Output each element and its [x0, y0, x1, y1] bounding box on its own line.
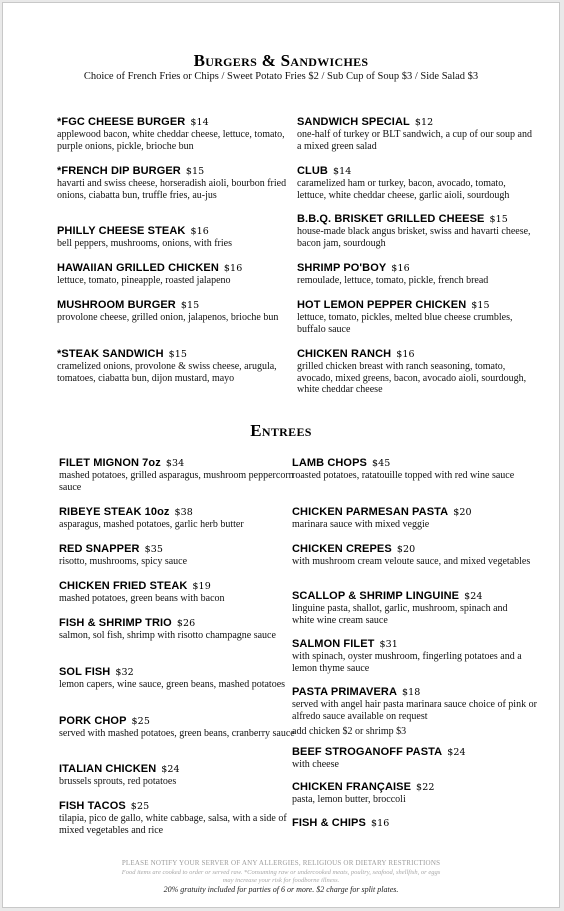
item-name: FISH & CHIPS $16	[292, 817, 390, 829]
item-description: mashed potatoes, green beans with bacon	[59, 593, 225, 604]
item-price: $35	[144, 544, 163, 555]
item-name: CHICKEN FRANÇAISE $22	[292, 781, 435, 793]
item-name: SALMON FILET $31	[292, 638, 398, 650]
item-description: applewood bacon, white cheddar cheese, lettuce, tomato, purple onions, pickle, brioche bun	[57, 129, 285, 152]
item-name: SANDWICH SPECIAL $12	[297, 116, 434, 128]
menu-item	[57, 262, 297, 287]
allergy-notice: PLEASE NOTIFY YOUR SERVER OF ANY ALLERGIES, RELIGIOUS OR DIETARY RESTRICTIONS	[121, 859, 441, 867]
item-name: SHRIMP PO'BOY $16	[297, 262, 410, 274]
item-description: risotto, mushrooms, spicy sauce	[59, 556, 188, 567]
item-price: $16	[391, 263, 410, 274]
menu-item	[297, 213, 547, 249]
item-name: PORK CHOP $25	[59, 715, 150, 727]
menu-item	[297, 116, 537, 152]
menu-item	[297, 299, 537, 335]
item-price: $31	[379, 639, 398, 650]
burgers-section-subtitle: Choice of French Fries or Chips / Sweet Potato Fries $2 / Sub Cup of Soup $3 / Side Salad $3	[83, 71, 479, 82]
menu-item	[292, 457, 532, 482]
menu-item	[57, 299, 297, 324]
item-price: $32	[115, 667, 134, 678]
item-description: one-half of turkey or BLT sandwich, a cup of our soup and a mixed green salad	[297, 129, 532, 152]
item-price: $26	[176, 618, 196, 629]
menu-item	[292, 506, 532, 531]
item-addon: add chicken $2 or shrimp $3	[292, 726, 407, 737]
item-description: bell peppers, mushrooms, onions, with fries	[57, 238, 232, 249]
menu-item	[292, 686, 542, 738]
menu-item	[59, 617, 299, 642]
item-price: $19	[192, 581, 211, 592]
item-name: RED SNAPPER $35	[59, 543, 163, 555]
raw-food-warning: Food items are cooked to order or served raw. *Consuming raw or undercooked meats, poultry, seafood, shellfish, or eggs	[121, 869, 441, 876]
menu-item	[59, 543, 299, 568]
item-description: remoulade, lettuce, tomato, pickle, french bread	[297, 275, 489, 286]
item-price: $15	[180, 300, 200, 311]
item-description: marinara sauce with mixed veggie	[292, 519, 430, 530]
gratuity-notice: 20% gratuity included for parties of 6 or more. $2 charge for split plates.	[163, 885, 399, 894]
menu-item	[297, 348, 537, 396]
item-description: brussels sprouts, red potatoes	[59, 776, 177, 787]
item-name: B.B.Q. BRISKET GRILLED CHEESE $15	[297, 213, 508, 225]
item-description: lemon capers, wine sauce, green beans, mashed potatoes	[59, 679, 286, 690]
item-price: $18	[402, 687, 421, 698]
item-name: MUSHROOM BURGER $15	[57, 299, 200, 311]
menu-item	[292, 543, 532, 568]
menu-item	[292, 590, 532, 626]
item-name: CHICKEN CREPES $20	[292, 543, 416, 555]
item-description: house-made black angus brisket, swiss and havarti cheese, bacon jam, sourdough	[297, 226, 531, 249]
item-price: $16	[190, 226, 209, 237]
item-price: $24	[447, 747, 466, 758]
item-price: $14	[190, 117, 209, 128]
menu-item	[292, 746, 532, 771]
item-price: $24	[161, 764, 180, 775]
item-description: mashed potatoes, grilled asparagus, mushroom peppercorn sauce	[59, 470, 294, 493]
item-name: ITALIAN CHICKEN $24	[59, 763, 180, 775]
menu-item	[59, 457, 299, 493]
item-name: FISH TACOS $25	[59, 800, 150, 812]
item-description: caramelized ham or turkey, bacon, avocado, tomato, lettuce, white cheddar cheese, garlic aioli, sourdough	[297, 178, 510, 201]
item-name: HAWAIIAN GRILLED CHICKEN $16	[57, 262, 243, 274]
item-description: roasted potatoes, ratatouille topped with red wine sauce	[292, 470, 515, 481]
item-description: pasta, lemon butter, broccoli	[292, 794, 406, 805]
item-description: tilapia, pico de gallo, white cabbage, salsa, with a side of mixed vegetables and rice	[59, 813, 287, 836]
item-name: CHICKEN RANCH $16	[297, 348, 415, 360]
menu-item	[59, 506, 299, 531]
item-price: $15	[168, 349, 188, 360]
menu-item	[57, 165, 297, 201]
item-price: $16	[223, 263, 243, 274]
item-price: $24	[464, 591, 483, 602]
item-price: $12	[414, 117, 434, 128]
raw-food-warning-cont: may increase your risk for foodborne illness.	[222, 877, 340, 884]
menu-item	[297, 165, 537, 201]
item-description: cramelized onions, provolone & swiss cheese, arugula, tomatoes, ciabatta bun, dijon mustard, mayo	[57, 361, 277, 384]
entrees-section-title: Entrees	[250, 421, 312, 440]
item-description: served with angel hair pasta marinara sauce choice of pink or alfredo sauce available on request	[292, 699, 537, 722]
item-name: LAMB CHOPS $45	[292, 457, 391, 469]
item-price: $20	[396, 544, 416, 555]
item-description: grilled chicken breast with ranch seasoning, tomato, avocado, mixed greens, bacon, avocado aioli, sourdough, white cheddar cheese	[297, 361, 527, 395]
item-name: RIBEYE STEAK 10oz $38	[59, 506, 193, 518]
item-price: $38	[174, 507, 193, 518]
item-price: $25	[130, 801, 150, 812]
menu-item	[297, 262, 537, 287]
item-price: $34	[165, 458, 185, 469]
item-description: served with mashed potatoes, green beans, cranberry sauce	[59, 728, 295, 739]
item-price: $15	[471, 300, 490, 311]
item-price: $16	[370, 818, 390, 829]
item-description: lettuce, tomato, pineapple, roasted jalapeno	[57, 275, 231, 286]
item-price: $14	[332, 166, 352, 177]
item-price: $22	[416, 782, 435, 793]
menu-item	[59, 580, 299, 605]
item-description: salmon, sol fish, shrimp with risotto champagne sauce	[59, 630, 276, 641]
menu-item	[292, 781, 532, 806]
item-price: $20	[453, 507, 472, 518]
item-name: FILET MIGNON 7oz $34	[59, 457, 185, 469]
burgers-section-title: Burgers & Sandwiches	[193, 51, 369, 70]
item-name: CHICKEN FRIED STEAK $19	[59, 580, 211, 592]
item-name: *FGC CHEESE BURGER $14	[57, 116, 209, 128]
item-name: HOT LEMON PEPPER CHICKEN $15	[297, 299, 490, 311]
item-name: SCALLOP & SHRIMP LINGUINE $24	[292, 590, 483, 602]
item-price: $16	[396, 349, 415, 360]
menu-item	[59, 763, 299, 788]
item-description: lettuce, tomato, pickles, melted blue cheese crumbles, buffalo sauce	[297, 312, 513, 335]
item-name: FISH & SHRIMP TRIO $26	[59, 617, 196, 629]
item-price: $45	[371, 458, 391, 469]
item-name: PASTA PRIMAVERA $18	[292, 686, 421, 698]
item-name: CHICKEN PARMESAN PASTA $20	[292, 506, 472, 518]
menu-item	[59, 666, 299, 691]
menu-item	[59, 800, 299, 836]
item-description: linguine pasta, shallot, garlic, mushroom, spinach and white wine cream sauce	[292, 603, 508, 626]
item-description: asparagus, mashed potatoes, garlic herb butter	[59, 519, 244, 530]
menu-item	[59, 715, 299, 740]
item-description: with spinach, oyster mushroom, fingerling potatoes and a lemon thyme sauce	[292, 651, 522, 674]
menu-page	[2, 2, 560, 908]
menu-item	[57, 348, 297, 384]
item-description: with mushroom cream veloute sauce, and mixed vegetables	[292, 556, 531, 567]
menu-item	[57, 225, 297, 250]
item-description: havarti and swiss cheese, horseradish aioli, bourbon fried onions, ciabatta bun, truffle fries, au-jus	[57, 178, 287, 201]
item-description: with cheese	[292, 759, 339, 770]
menu-item	[292, 817, 532, 829]
item-name: BEEF STROGANOFF PASTA $24	[292, 746, 466, 758]
item-name: *STEAK SANDWICH $15	[57, 348, 188, 360]
item-description: provolone cheese, grilled onion, jalapenos, brioche bun	[57, 312, 279, 323]
item-price: $15	[185, 166, 205, 177]
item-name: PHILLY CHEESE STEAK $16	[57, 225, 209, 237]
item-name: CLUB $14	[297, 165, 352, 177]
item-name: SOL FISH $32	[59, 666, 134, 678]
menu-item	[292, 638, 532, 674]
item-price: $25	[131, 716, 150, 727]
item-name: *FRENCH DIP BURGER $15	[57, 165, 205, 177]
menu-item	[57, 116, 297, 152]
item-price: $15	[489, 214, 508, 225]
